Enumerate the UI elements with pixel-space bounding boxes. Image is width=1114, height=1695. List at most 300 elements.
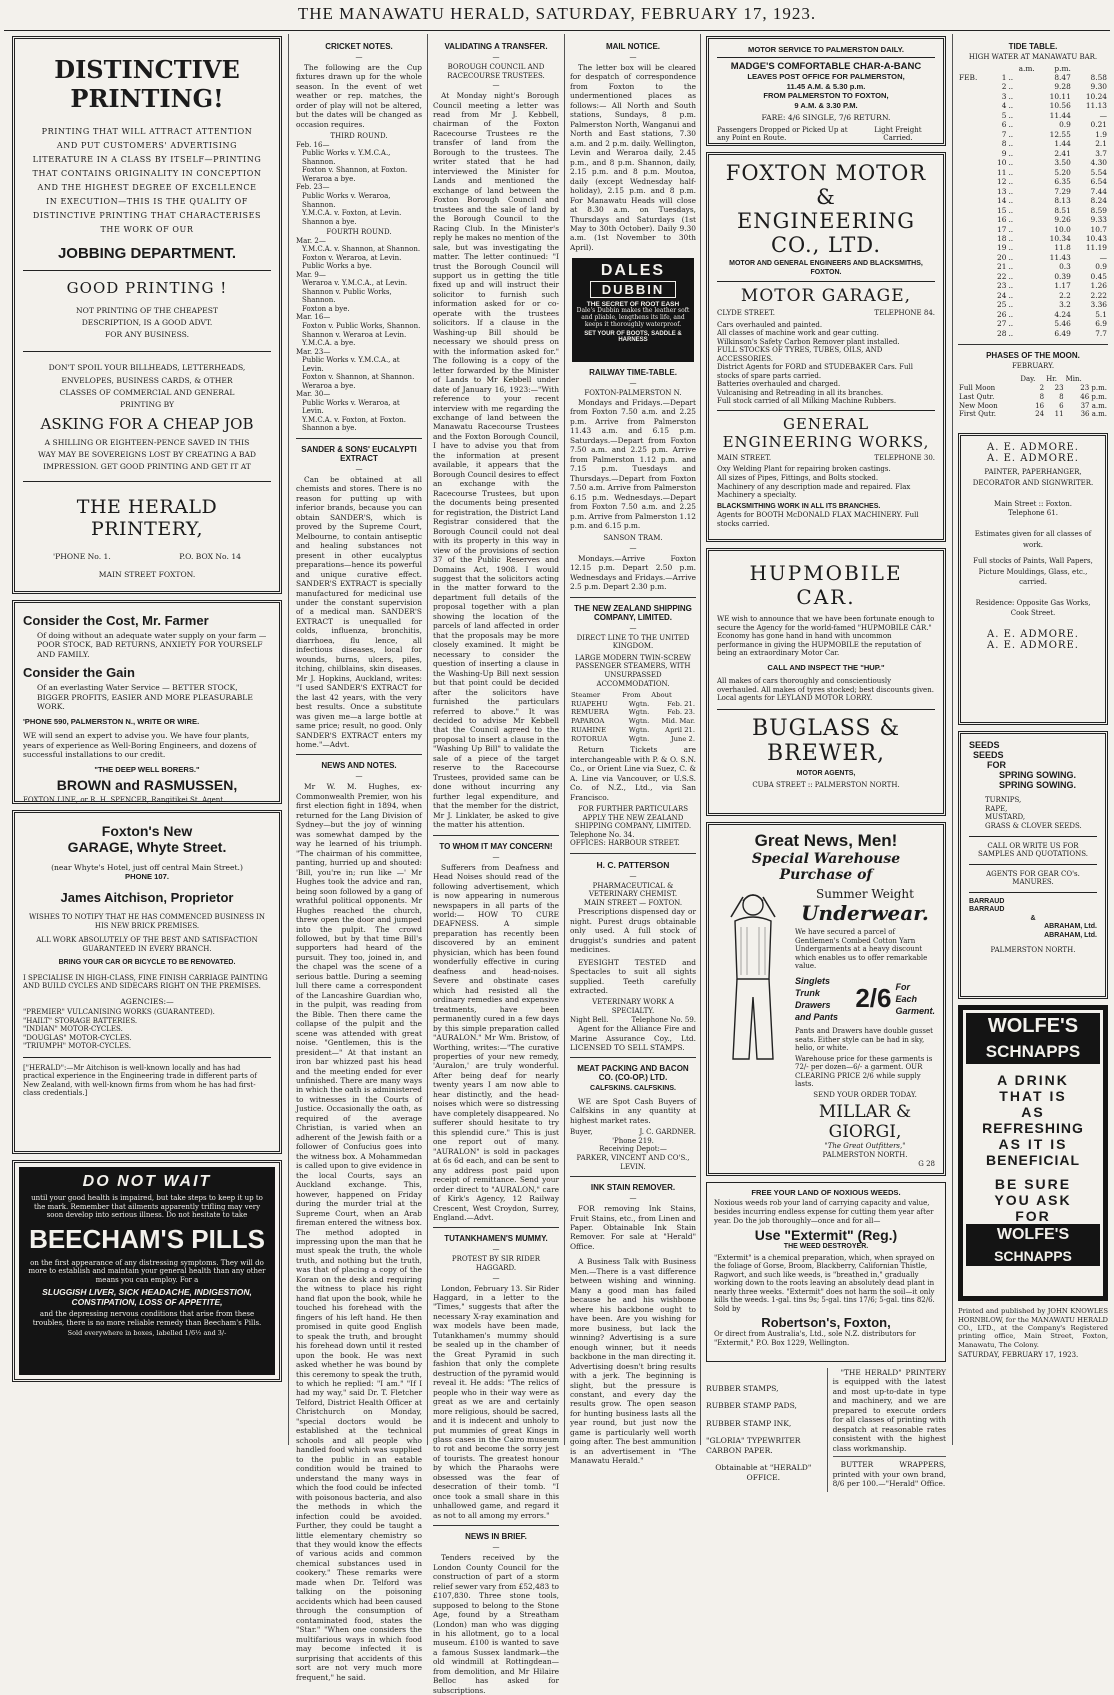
tide-row <box>958 101 1108 110</box>
column-4 <box>570 36 696 1466</box>
fourth-round: FOURTH ROUND. <box>326 228 392 237</box>
table-cell: 20 <box>997 252 1007 262</box>
tide-row <box>958 225 1108 234</box>
tide-row <box>958 92 1108 101</box>
table-cell: 0.45 <box>1090 271 1107 281</box>
meat-parker: PARKER, VINCENT AND CO'S., LEVIN. <box>576 1154 690 1171</box>
hupmobile-title: HUPMOBILE CAR. <box>749 561 903 609</box>
tide-row <box>958 168 1108 177</box>
divider <box>717 410 935 411</box>
madge-passengers: Passengers Dropped or Picked Up at any Point en Route. <box>717 125 848 143</box>
rule-dash: — <box>492 53 500 61</box>
tut-title: TUTANKHAMEN'S MUMMY. <box>444 1234 548 1244</box>
table-cell: 5.1 <box>1095 309 1107 319</box>
seed-item: MUSTARD, <box>985 813 1026 822</box>
table-cell: 1.17 <box>1054 281 1071 291</box>
divider <box>570 597 696 598</box>
rule-dash: — <box>629 544 637 552</box>
table-cell: 0.9 <box>1059 120 1071 130</box>
shipping-note: Return Tickets are interchangeable with P. & O. S.N. Co., or Orient Line via Suez, C. & A. Line via Vancouver, or U.S.S. Co. of N.Z., Ltd., via San Francisco. <box>570 745 696 802</box>
tide-row <box>958 310 1108 319</box>
fixture-line: Public Works v. Y.M.C.A., Shannon. <box>302 149 391 166</box>
admore-advert <box>958 433 1108 725</box>
table-cell: .. <box>1008 129 1014 139</box>
tide-month-cell <box>958 215 990 224</box>
buglass-brewer: BUGLASS & BREWER, <box>751 715 901 766</box>
meat-calfskins: CALFSKINS. CALFSKINS. <box>590 1085 676 1093</box>
mg-body: We have secured a parcel of Gentlemen's Combed Cotton Yarn Undergarments at a heavy discount which enables us to offer remarkable value. <box>795 928 928 971</box>
butter-wrappers: BUTTER WRAPPERS, printed with your own brand, 8/6 per 100.—"Herald" Office. <box>832 1460 946 1489</box>
table-cell: 11.44 <box>1049 110 1071 120</box>
mg-each: Each <box>895 993 917 1004</box>
table-cell: 6 <box>1059 401 1064 410</box>
garage-notify: WISHES TO NOTIFY THAT HE HAS COMMENCED BUSINESS IN HIS NEW BRICK PREMISES. <box>29 912 265 930</box>
validating-sub: BOROUGH COUNCIL AND RACECOURSE TRUSTEES. <box>447 63 545 80</box>
table-cell: 11.43 <box>1049 252 1071 262</box>
fixture-line: Shannon v. Public Works, Shannon. <box>302 287 392 305</box>
fixture-line: Y.M.C.A. v. Foxton, at Levin. <box>302 209 402 218</box>
printery-contact <box>23 552 271 561</box>
motor-garage-contact <box>717 309 935 318</box>
table-cell: 15 <box>997 205 1007 215</box>
rule-dash: — <box>629 1194 637 1203</box>
tide-row <box>958 73 1108 82</box>
tide-month-cell <box>958 139 990 148</box>
table-cell: .. <box>1008 290 1014 300</box>
table-cell: 7 <box>1001 129 1007 139</box>
garage-service-line: Full stock carried of all Milking Machine Rubbers. <box>717 397 897 406</box>
buglass-addr: CUBA STREET :: PALMERSTON NORTH. <box>752 781 900 790</box>
table-cell: .. <box>1008 101 1014 111</box>
weeds-desc: "Extermit" is a chemical preparation, which, when sprayed on the foliage of Gorse, Broom, Blackberry, Californian Thistle, Ragwort, and such like weeds, is "breathed in," gradually working down to the roots leaving an absolutely dead plant in nearly three weeks. "Extermit" does not harm the soil—it only kills the weeds. 1-gal. tins 9s; 5-gal. tins 17/6; 5-gal. tins 82/6. Sold by <box>714 1253 935 1313</box>
shipping-row <box>570 726 696 735</box>
fixture-line: Foxton v. Shannon, at Shannon. <box>302 373 415 382</box>
tide-sub: HIGH WATER AT MANAWATU BAR. <box>968 53 1098 61</box>
fixture-line: Public Works v. Weraroa, at Levin. <box>302 398 400 416</box>
column-rule <box>427 34 428 1445</box>
spoil-text: DON'T SPOIL YOUR BILLHEADS, LETTERHEADS, ENVELOPES, BUSINESS CARDS, & OTHER CLASSES OF COMMERCIAL AND GENERAL PRINTING BY <box>48 363 246 409</box>
fme-line-3: CO., LTD. <box>770 233 882 257</box>
table-cell: .. <box>1008 73 1014 82</box>
tide-month-cell <box>958 310 990 319</box>
table-cell: 6.54 <box>1090 177 1107 187</box>
table-cell: .. <box>1008 205 1014 215</box>
table-cell: Feb. 23. <box>667 708 695 717</box>
agency-item: "DOUGLAS" MOTOR-CYCLES. <box>23 1033 132 1042</box>
table-cell: 3.2 <box>1059 300 1071 310</box>
garage-heading-1: Foxton's New <box>101 823 193 839</box>
beechams-advert <box>12 1160 282 1382</box>
abraham-1: ABRAHAM, Ltd. <box>1044 923 1097 931</box>
mg-for: For <box>895 981 910 992</box>
table-cell: 8 <box>1059 392 1064 401</box>
table-cell: 8.13 <box>1054 196 1071 206</box>
beechams-first: on the first appearance of any distressing symptoms. They will do more to establish and maintain your general health than any other means you can employ. For a <box>28 1258 266 1284</box>
cricket-intro: The following are the Cup fixtures drawn up for the whole season. In the event of wet weather or rep. matches, the order of play will not be altered, but the dates will be changed as occasion requires. <box>296 63 422 129</box>
imprint-date: SATURDAY, FEBRUARY 17, 1923. <box>958 1350 1079 1359</box>
garage-herald-note: ["HERALD":—Mr Aitchison is well-known locally and has had practical experience in the Engineering trade in different parts of New Zealand, with well-known firms from whom he has had first-class credentials.] <box>23 1063 257 1098</box>
fixture-date: Feb. 16— <box>296 140 330 149</box>
table-cell: 0.9 <box>1095 262 1107 272</box>
table-cell: 27 <box>997 319 1007 329</box>
printing-title: DISTINCTIVE PRINTING! <box>54 55 240 113</box>
fixture-line: Shannon a bye. <box>302 424 357 433</box>
foxton-motor-advert <box>706 152 946 542</box>
tide-month-cell <box>958 92 990 101</box>
table-cell: .. <box>1008 262 1014 272</box>
seeds-spring-1: SPRING SOWING. <box>999 770 1077 781</box>
meat-title: MEAT PACKING AND BACON CO. (CO-OP.) LTD. <box>577 1064 689 1083</box>
farmer-cost: Of doing without an adequate water supply on your farm — POOR STOCK, BAD RETURNS, ANXIETY FOR YOURSELF AND FAMILY. <box>37 631 267 659</box>
meat-buyer-row <box>570 1128 696 1137</box>
table-cell: 36 a.m. <box>1080 410 1107 419</box>
mg-firm: MILLAR & GIORGI, <box>818 1102 912 1143</box>
moon-header-row <box>958 375 1108 384</box>
brief-title: NEWS IN BRIEF. <box>465 1532 527 1542</box>
table-cell: .. <box>1008 148 1014 158</box>
table-cell: — <box>1099 252 1107 262</box>
table-cell: 3 <box>1001 91 1007 101</box>
beechams-pills: BEECHAM'S PILLS <box>29 1223 265 1254</box>
tide-month-cell <box>958 149 990 158</box>
shipping-office: OFFICES: HARBOUR STREET. <box>570 839 680 848</box>
column-1 <box>12 36 282 1445</box>
tide-row <box>958 234 1108 243</box>
stamps-line-2: RUBBER STAMP PADS, <box>706 1401 797 1411</box>
engineering-service-line: All sizes of Pipes, Fittings, and Bolts stocked. <box>717 473 879 482</box>
table-cell: 0.39 <box>1054 271 1071 281</box>
divider <box>433 1227 559 1228</box>
tide-row <box>958 187 1108 196</box>
fixture-date: Mar. 2— <box>296 236 326 245</box>
moon-row <box>958 410 1108 419</box>
patterson-agent: Agent for the Alliance Fire and Marine Assurance Coy., Ltd. LICENSED TO SELL STAMPS. <box>570 1024 696 1052</box>
tide-row <box>958 281 1108 290</box>
table-cell: 2.1 <box>1095 139 1107 149</box>
fixture-line: Public Works v. Y.M.C.A., at Levin. <box>302 356 400 373</box>
header-cell: Day. <box>1020 374 1036 383</box>
table-cell: .. <box>1008 186 1014 196</box>
table-cell: 12 <box>997 177 1007 187</box>
madge-fare: FARE: 4/6 SINGLE, 7/6 RETURN. <box>761 113 891 123</box>
tide-month-cell <box>958 281 990 290</box>
table-cell: 7.44 <box>1090 186 1107 196</box>
fixture-line: Y.M.C.A. v. Shannon, at Shannon. <box>302 245 421 254</box>
mg-code: G 28 <box>918 1159 935 1168</box>
deep-well-borers: "THE DEEP WELL BORERS." <box>94 764 200 774</box>
garage-service-line: All classes of machine work and gear cutting. <box>717 329 879 338</box>
table-cell: 11.8 <box>1054 243 1071 253</box>
table-cell: June 2. <box>670 734 695 743</box>
table-cell: 26 <box>997 309 1007 319</box>
table-cell: .. <box>1008 196 1014 206</box>
shipping-row <box>570 708 696 717</box>
garage-service-line: Batteries overhauled and charged. <box>717 380 841 389</box>
garage-guarantee: ALL WORK ABSOLUTELY OF THE BEST AND SATISFACTION GUARANTEED IN EVERY BRANCH. <box>36 936 258 953</box>
table-cell: 1.9 <box>1095 129 1107 139</box>
table-cell: 9.26 <box>1054 215 1071 225</box>
masthead-rule <box>4 30 1110 31</box>
column-rule <box>288 34 289 1445</box>
dales-dubbin-advert <box>572 258 694 362</box>
table-cell: Wgtn. <box>628 708 650 717</box>
sanders-body: Can be obtained at all chemists and stores. There is no reason for putting up with inferior brands, because you can obtain SANDER'S, which is proved by the Supreme Court, Melbourne, to contain antiseptic and healing substances not present in other eucalyptus preparations—hence its powerful and unique curative effect. SANDER'S EXTRACT is specially manufactured for medicinal use under the constant supervision of a medical man. SANDER'S EXTRACT is unequalled for colds, influenza, bronchitis, diarrhoea, flu lence, all infectious diseases, local for wounds, burns, ulcers, piles, itching, chilblains, skin diseases. Mr J. Hopkins, Auckland, writes: "I used SANDER'S EXTRACT for the last 42 years, with the very best results. Once a substitute was given me—a large bottle at same price; result, no good. Only SANDER'S EXTRACT enters my home."—Advt. <box>296 474 422 749</box>
table-cell: 1 <box>1001 73 1007 82</box>
admore-residence: Residence: Opposite Gas Works, Cook Street. <box>975 598 1091 618</box>
madge-title: MOTOR SERVICE TO PALMERSTON DAILY. <box>748 45 904 54</box>
seeds-call: CALL OR WRITE US FOR SAMPLES AND QUOTATIONS. <box>978 841 1088 859</box>
table-cell: .. <box>1008 110 1014 120</box>
fixture-line: Foxton v. Public Works, Shannon. <box>302 321 421 330</box>
table-cell: 5.46 <box>1054 319 1071 329</box>
wolfes-5: AS <box>1021 1104 1045 1121</box>
table-cell: 19 <box>997 243 1007 253</box>
garage-service-line: FULL STOCKS OF TYRES, TUBES, OILS, AND ACCESSORIES. <box>717 346 883 363</box>
mg-great-news: Great News, Men! <box>754 831 898 850</box>
wolfes-2: SCHNAPPS <box>966 1040 1100 1064</box>
wolfes-3: A DRINK <box>997 1072 1069 1089</box>
tide-header-row <box>958 64 1108 73</box>
table-cell: 14 <box>997 196 1007 206</box>
farmer-heading: Consider the Cost, Mr. Farmer <box>23 613 209 628</box>
shipping-row <box>570 700 696 709</box>
barraud-2: BARRAUD <box>969 906 1005 914</box>
shipping-body: LARGE MODERN TWIN-SCREW PASSENGER STEAMERS, WITH UNSURPASSED ACCOMMODATION. <box>575 653 691 688</box>
table-cell: 10.43 <box>1085 233 1107 243</box>
rubber-stamps-advert <box>706 1368 821 1492</box>
general-engineering-tel: TELEPHONE 30. <box>874 453 935 462</box>
fixture-line: Foxton v. Weraroa, at Levin. <box>302 253 402 262</box>
printing-advert <box>12 36 282 594</box>
table-cell: .. <box>1008 177 1014 187</box>
table-cell: 24 <box>1035 410 1045 419</box>
table-cell: .. <box>1008 224 1014 234</box>
admore-5: A. E. ADMORE. <box>987 639 1079 651</box>
table-cell: .. <box>1008 167 1014 177</box>
divider <box>958 344 1108 345</box>
admore-2: A. E. ADMORE. <box>987 453 1079 465</box>
header-cell: About <box>651 691 672 700</box>
table-cell: 21 <box>997 262 1007 272</box>
madge-leave-times: 11.45 A.M. & 5.30 p.m. <box>786 81 866 91</box>
table-cell: 9 <box>1001 148 1007 158</box>
tide-month-cell <box>958 82 990 91</box>
table-cell: 3.36 <box>1090 300 1107 310</box>
header-cell <box>958 64 990 73</box>
dales-name: DALES <box>600 262 666 280</box>
table-cell: .. <box>1008 300 1014 310</box>
seeds-1: SEEDS <box>969 740 1000 751</box>
table-cell: 11.13 <box>1085 101 1107 111</box>
rule-dash: — <box>355 464 363 473</box>
tut-body: London, February 13. Sir Rider Haggard, in a letter to the "Times," suggests that after the necessary X-ray examination and wax models have been made, Tutankhamen's mummy should be sealed up in the chamber of the Great Pyramid in such fashion that only the complete destruction of the pyramid would reveal it. He adds: "The relics of people who in their way were as great as we are and certainly more religious, should be sacred, and it is indecent and unholy to put mummies of great Kings in glass cases in the Cairo museum to rot and become the sorry jest of tourists. The greatest honour by which the Pharaohs were obsessed was the fear of desecration of their tomb. "I once took a small share in this unhallowed game, and regard it as not to all among my errors." <box>433 1283 559 1520</box>
table-cell: 13 <box>997 186 1007 196</box>
garage-advert <box>12 810 282 1154</box>
tide-month-cell <box>958 187 990 196</box>
tide-row <box>958 196 1108 205</box>
divider <box>433 1525 559 1526</box>
rule-dash: — <box>492 81 500 90</box>
fixture-line: Foxton a bye. <box>302 304 350 313</box>
extermit-advert <box>706 1182 946 1362</box>
tide-month-cell <box>958 272 990 281</box>
table-cell: 24 <box>997 290 1007 300</box>
shipping-title: THE NEW ZEALAND SHIPPING COMPANY, LIMITED. <box>574 603 692 622</box>
mg-address: PALMERSTON NORTH. <box>822 1151 908 1159</box>
news-body: Mr W. M. Hughes, ex-Commonwealth Premier, won his first election fight in 1894, when returned for the Lang Division of Sydney—but the joy of winning was somewhat damped by the way he learned of his triumph. "The chairman of his committee, panting, hurried up and shouted: 'Bill, you're in; run like —' Mr Hughes took the advice and ran, being soon followed by a gang of wrathful political opponents. Mr Hughes reached the church, threw open the door and jumped into the pulpit. The crowd followed, but by that time Bill's supporters had heard of the pursuit. They too, joined in, and the chapel was the scene of a serious battle. During a seeming lull there came a correspondent of the Lancashire Guardian who, in the pulpit, was reading from the Bible. Then there came the collapse of the pulpit and the scene was attended with great noise. "Gentlemen, this is the president—" At that instant an iron bar whizzed past his head and the meeting ended for ever unfinished. There are many ways in which the oath is administered to witnesses in the Courts of Justice. Occasionally the oath, as required of the average Christian, is varied when an adherent of the Jewish faith or a follower of Confucius goes into the witness box. A Mohammedan is called upon to give evidence in the local Courts, says an Auckland exchange. This, however, happened on Friday during the murder trial at the Supreme Court, when an Arab fireman entered the witness box. The method adopted in impressing upon the man that he must speak the truth, the whole truth, and nothing but the truth, was that of placing a copy of the Koran on the desk and requiring the witness to place his right hand flat upon the book, while he touched his forehead with the fingers of his left hand. He then promised in quite good English to speak the truth, and brought his forehead down until it rested upon the book. He was next asked whether he was bound by this ceremony to speak the truth, to which he replied: "I am." "If I had my way," said Dr. T. Fletcher Telford, District Health Officer at Christchurch on Monday, "special doctors would be established at the technical schools and all people who handled food which was supplied to the public in an eatable condition would be trained to understand the many ways in which the food could be infected with poisonous bacteria, and also the methods in which the infection could be avoided. Further, they could be taught a little elementary chemistry so that they would know the effects of various acids and common chemical substances used in cookery." These remarks were made when Dr. Telford was talking on the poisoning accidents which had been caused through the consumption of contaminated food, states the "Star." "When one considers the multifarious ways in which food may become infected it is surprising that accidents of this sort are not very much more frequent," he said. <box>296 782 422 1682</box>
dales-body: Dale's Dubbin makes the leather soft and pliable, lengthens its life, and keeps it thoroughly waterproof. <box>576 307 690 329</box>
rule-dash: — <box>492 852 500 861</box>
shipping-row <box>570 735 696 744</box>
divider <box>717 281 935 282</box>
seeds-agents: AGENTS FOR GEAR CO's. MANURES. <box>986 869 1080 887</box>
buglass-sub: MOTOR AGENTS, <box>796 769 856 777</box>
header-cell: Min. <box>1065 374 1082 383</box>
table-cell: 2.41 <box>1054 148 1071 158</box>
tide-row <box>958 120 1108 129</box>
divider <box>23 481 271 482</box>
admore-tel: Telephone 61. <box>1008 508 1058 517</box>
sanders-title: SANDER & SONS' EUCALYPTI EXTRACT <box>301 444 417 463</box>
patterson-addr: MAIN STREET — FOXTON. <box>583 898 683 907</box>
beechams-banner <box>19 1167 275 1375</box>
tide-month-cell <box>958 300 990 309</box>
fixture-date: Feb. 23— <box>296 183 330 192</box>
tide-row <box>958 253 1108 262</box>
table-cell: Mid. Mar. <box>661 717 695 726</box>
header-cell: Steamer <box>571 691 601 700</box>
tide-row <box>958 177 1108 186</box>
garage-service-line: Cars overhauled and painted. <box>717 320 823 329</box>
tide-month-cell: FEB. <box>959 73 978 82</box>
rule-dash: — <box>355 53 363 61</box>
dales-boots: SET YOUR OF BOOTS, SADDLE & HARNESS <box>584 331 682 344</box>
whom-title: TO WHOM IT MAY CONCERN! <box>439 841 553 851</box>
table-cell: 10.24 <box>1085 91 1107 101</box>
table-cell: 10 <box>997 158 1007 168</box>
mg-price: 2/6 <box>855 983 892 1014</box>
brown-rasmussen: BROWN and RASMUSSEN, <box>56 777 238 794</box>
table-cell: .. <box>1008 319 1014 329</box>
table-cell: 8.47 <box>1054 73 1071 82</box>
tide-row <box>958 319 1108 328</box>
third-round: THIRD ROUND. <box>330 132 388 141</box>
table-cell: 22 <box>997 271 1007 281</box>
agency-item: "HAILT" STORAGE BATTERIES. <box>23 1016 138 1025</box>
ink-body: FOR removing Ink Stains, Fruit Stains, etc., from Linen and Paper. Obtainable Ink Stain Remover. For sale at "Herald" Office. <box>570 1204 696 1251</box>
tide-row <box>958 215 1108 224</box>
mg-price-row <box>795 975 935 1024</box>
table-cell: 10.11 <box>1049 91 1071 101</box>
garage-service-line: Vulcanising and Retreading in all its branches. <box>717 388 884 397</box>
tide-month-cell <box>958 243 990 252</box>
hupmobile-advert <box>706 548 946 816</box>
weeds-use: Use "Extermit" (Reg.) <box>754 1227 898 1244</box>
stamps-line-4: "GLORIA" TYPEWRITER CARBON PAPER. <box>706 1436 801 1455</box>
table-cell: 0.3 <box>1059 262 1071 272</box>
admore-trade: PAINTER, PAPERHANGER, DECORATOR AND SIGNWRITER. <box>972 468 1094 487</box>
mail-body: The letter box will be cleared for despatch of correspondence from Foxton to the undermentioned places as follows:— All North and South stations, Sundays, 8 p.m. Palmerston North, Wanganui and North and East stations, 7.30 a.m. and 2 p.m. daily. Wellington, Levin and Weraroa daily, 2.45 p.m., and 8 p.m. Shannon, daily, 2.15 p.m. and 8 p.m. Moutoa, daily (except Wednesday half-holiday), 2.15 p.m. and 8 p.m. For Manawatu Heads will close at 8.30 a.m. on Tuesdays, Thursdays and Saturdays (1st May to 30th October). Daily 9.30 a.m. (1st November to 30th April). <box>570 63 696 252</box>
fixture-line: Public Works v. Weraroa, Shannon. <box>302 192 391 209</box>
tide-row <box>958 149 1108 158</box>
stamps-line-5: Obtainable at "HERALD" OFFICE. <box>715 1463 812 1482</box>
mg-garment: Garment. <box>895 1006 935 1016</box>
admore-street: Main Street :: Foxton. <box>994 500 1072 509</box>
sanson-title: SANSON TRAM. <box>603 534 663 543</box>
rail-body: Mondays and Fridays.—Depart from Foxton 7.50 a.m. and 2.25 p.m. Arrive from Palmerston 11.43 a.m. and 6.15 p.m. Saturdays.—Depart from Foxton 7.50 a.m. and 2.25 p.m. Arrive from Palmerston 1.12 p.m. and 7.15 p.m. Tuesdays and Thursdays.—Depart from Foxton 7.50 a.m. Arrive from Palmerston 6.15 p.m. Wednesdays.—Depart from Foxton 7.50 a.m. and 2.25 p.m. Arrive from Palmerston 1.12 p.m. and 6.15 p.m. <box>570 397 696 530</box>
tide-month-cell <box>958 291 990 300</box>
validating-body: At Monday night's Borough Council meeting a letter was read from Mr J. Kebbell, chairman of the Foxton Racecourse Trustees re the transfer of land from the Borough to the trustees. The writer stated that he had interviewed the Minister for Lands and mentioned the exchange of land between the Foxton Borough Council and trustees and the sale of land by the Borough Council to the Racing Club. In the Minister's reply he makes no mention of the sale, but was investigating the matter. The letter continued: "I trust the Borough Council will support us in getting the title fixed up and will instruct their solicitor to furnish such information asked for or co-operate with the trustees solicitors. If a clause in the Washing-up Bill should be necessary we should press on with the information asked for." The following is a copy of the letter forwarded by the Minister of Lands to Mr Kebbell under date of January 16, 1923:—"With reference to your recent interview with me regarding the exchange of land between the Manawatu Racecourse Trustees and the Foxton Borough Council, I have to advise you that from the information at present available, it appears that the Borough Council desires to effect an exchange with the Racecourse Trustees, but upon the documents being presented for registration, the District Land Registrar considered that the Borough Council could not deal with its property in this way in view of the provisions of section 37 of the Public Reserves and Domains Act, 1908. I would suggest that the solicitors acting in the matter forward to the department full details of the proposal together with a plan showing the location of the parcels of land affected in order that the proposals may be more closely examined. It might be necessary to consider the question of inserting a clause in the Washing-Up Bill next session but that point could be decided after the solicitors have furnished the particulars referred to above." It was decided to advise Mr Kebbell that the Council agreed to the proposal to insert a clause in the "Washing Up Bill" to validate the sale of a piece of the target reserve to the Racecourse Trustees, provided same can be done without incurring any further legal expenditure, and that the member for the district, Mr J. Linklater, be asked to give the matter his attention. <box>433 91 559 830</box>
mg-items <box>795 975 851 1024</box>
rule-dash: — <box>355 772 363 781</box>
garage-agencies: AGENCIES:— <box>120 996 174 1006</box>
tide-month-cell <box>958 253 990 262</box>
mg-summer: Summer Weight <box>816 887 914 901</box>
admore-4: A. E. ADMORE. <box>987 628 1079 640</box>
table-cell: 6.49 <box>1054 328 1071 338</box>
header-cell <box>958 375 1019 384</box>
divider <box>570 1176 696 1177</box>
admore-estimates: Estimates given for all classes of work. <box>974 530 1092 549</box>
tide-row <box>958 82 1108 91</box>
tide-row <box>958 158 1108 167</box>
business-talk: A Business Talk with Business Men.—There is a vast difference between wishing and winning. Many a good man has failed because he and his wishbone where his backbone ought to have been. Are you wishing for more business, but lack the winning? Advertising is a sure enough winner, but it needs backbone in the man directing it. Advertising doesn't bring results with a jerk. The beginning is slight, but the pressure is constant, and every day the results grow. The open season for hunting business lasts all the year round, but just now the game is particularly well worth going after. The best ammunition is an advertisement in "The Manawatu Herald." <box>570 1257 696 1466</box>
good-printing-body: NOT PRINTING OF THE CHEAPEST DESCRIPTION, IS A GOOD ADVT. FOR ANY BUSINESS. <box>76 306 218 340</box>
mg-trunk: Trunk Drawers <box>795 987 831 1010</box>
divider <box>570 1057 696 1058</box>
weeds-sub: THE WEED DESTROYER. <box>783 1243 869 1251</box>
divider <box>23 1057 271 1058</box>
tide-row <box>958 111 1108 120</box>
rule-dash: — <box>492 1273 500 1282</box>
fixture-line: Y.M.C.A. v. Foxton, at Foxton. <box>302 415 406 424</box>
table-cell: 8 <box>1001 139 1007 149</box>
table-cell: — <box>1099 110 1107 120</box>
divider <box>433 835 559 836</box>
column-3 <box>433 36 559 1695</box>
bottom-adverts <box>706 1368 946 1492</box>
column-rule <box>564 34 565 1445</box>
general-engineering-contact <box>717 454 935 463</box>
garage-heading-2: GARAGE, Whyte Street. <box>67 839 227 855</box>
tide-month-cell <box>958 111 990 120</box>
table-cell: Full Moon <box>959 383 996 392</box>
meat-body: WE are Spot Cash Buyers of Calfskins in any quantity at highest market rates. <box>570 1097 696 1125</box>
header-cell: p.m. <box>1054 63 1071 73</box>
rule-dash: — <box>629 53 637 61</box>
tide-month-cell <box>958 158 990 167</box>
moon-month: FEBRUARY. <box>1011 362 1055 371</box>
patterson-body: Prescriptions dispensed day or night. Purest drugs obtainable only used. A full stock of druggist's sundries and patent medicines. <box>570 907 696 955</box>
wolfes-7: AS IT IS <box>998 1136 1068 1153</box>
table-cell: Wgtn. <box>628 734 650 743</box>
printery-phone: 'PHONE No. 1. <box>53 552 111 562</box>
divider <box>969 892 1097 893</box>
general-engineering-title: GENERAL ENGINEERING WORKS, <box>722 414 930 451</box>
motor-garage-title: MOTOR GARAGE, <box>740 286 912 307</box>
divider <box>969 836 1097 837</box>
tide-month-cell <box>958 329 990 338</box>
table-cell: 37 a.m. <box>1080 401 1107 410</box>
table-cell: 6.9 <box>1095 319 1107 329</box>
millar-giorgi-advert <box>706 822 946 1176</box>
herald-printery: THE HERALD PRINTERY, <box>76 496 218 541</box>
imprint: Printed and published by JOHN KNOWLES HORNBLOW, for the MANAWATU HERALD CO., LTD., at the Company's Registered printing office, Main Street, Foxton, Manawatu, The Colony. <box>958 1307 1109 1349</box>
table-cell: 4.24 <box>1054 309 1071 319</box>
table-cell: Wgtn. <box>628 699 650 708</box>
header-cell: Hr. <box>1046 374 1057 383</box>
garage-service-line: Wilkinson's Safety Carbon Remover plant installed. <box>717 337 900 346</box>
